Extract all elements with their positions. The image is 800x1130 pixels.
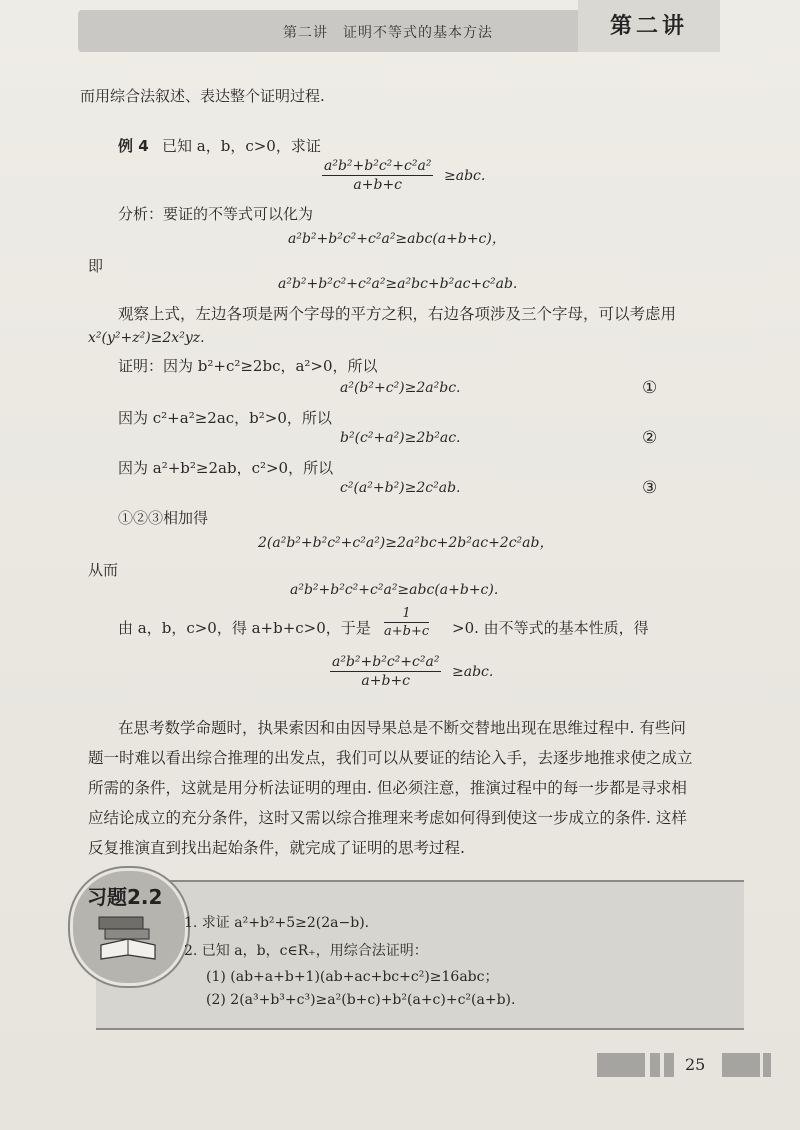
para-line-1: 在思考数学命题时，执果索因和由因导果总是不断交替地出现在思维过程中. 有些问 [118, 719, 686, 737]
marker-2: ② [642, 428, 658, 448]
final-frac2-tail: ≥abc. [452, 664, 494, 680]
example-fraction [322, 158, 433, 193]
final-frac2-num: a²b²+b²c²+c²a² [332, 654, 440, 670]
books-icon [95, 911, 161, 963]
final-post: >0. 由不等式的基本性质，得 [452, 619, 649, 637]
proof-line-2: 因为 c²+a²≥2ac，b²>0，所以 [118, 409, 332, 427]
footer-bar-right-2 [763, 1053, 771, 1077]
ji-text: 即 [88, 257, 104, 275]
exercise-2b: (2) 2(a³+b³+c³)≥a²(b+c)+b²(a+c)+c²(a+b). [206, 992, 516, 1008]
sum-label: ①②③相加得 [118, 509, 209, 527]
observe-formula: x²(y²+z²)≥2x²yz. [88, 330, 205, 346]
proof-equation-3: c²(a²+b²)≥2c²ab. [340, 480, 461, 496]
final-frac-den: a+b+c [384, 624, 430, 639]
proof-line-3: 因为 a²+b²≥2ab，c²>0，所以 [118, 459, 334, 477]
observe-text: 观察上式，左边各项是两个字母的平方之积，右边各项涉及三个字母，可以考虑用 [118, 305, 677, 323]
analysis-equation: a²b²+b²c²+c²a²≥abc(a+b+c)， [288, 231, 506, 247]
marker-1: ① [642, 378, 658, 398]
chapter-title: 第二讲 证明不等式的基本方法 [283, 25, 493, 41]
final-fraction-2 [330, 654, 441, 689]
example-text: 已知 a，b，c>0，求证 [162, 137, 321, 155]
footer-bar-right [722, 1053, 760, 1077]
exercise-2a: (1) (ab+a+b+1)(ab+ac+bc+c²)≥16abc； [206, 969, 499, 985]
exercise-badge [70, 868, 188, 986]
page-number: 25 [685, 1055, 706, 1074]
chapter-tab: 第二讲 [578, 0, 720, 52]
final-fraction [384, 606, 429, 639]
footer-bar-mid-1 [650, 1053, 660, 1077]
hence-equation: a²b²+b²c²+c²a²≥abc(a+b+c). [290, 582, 499, 598]
analysis-text: 分析：要证的不等式可以化为 [118, 205, 314, 223]
proof-equation-1: a²(b²+c²)≥2a²bc. [340, 380, 461, 396]
example-label: 例 4 [118, 137, 149, 155]
para-line-2: 题一时难以看出综合推理的出发点，我们可以从要证的结论入手，去逐步地推求使之成立 [88, 749, 693, 767]
intro-text: 而用综合法叙述、表达整个证明过程. [80, 87, 325, 105]
example-frac-tail: ≥abc. [444, 168, 486, 184]
proof-line-1: 证明：因为 b²+c²≥2bc，a²>0，所以 [118, 357, 378, 375]
para-line-3: 所需的条件，这就是用分析法证明的理由. 但必须注意，推演过程中的每一步都是寻求相 [88, 779, 687, 797]
footer-bar-left [597, 1053, 645, 1077]
hence-text: 从而 [88, 561, 119, 579]
para-line-5: 反复推演直到找出起始条件，就完成了证明的思考过程. [88, 839, 465, 857]
example-frac-den: a+b+c [353, 177, 403, 193]
example-frac-num: a²b²+b²c²+c²a² [324, 158, 432, 174]
footer-bar-mid-2 [664, 1053, 674, 1077]
exercise-2: 2. 已知 a，b，c∈R₊，用综合法证明： [184, 943, 428, 959]
marker-3: ③ [642, 478, 658, 498]
final-frac-num: 1 [384, 606, 429, 623]
final-frac2-den: a+b+c [361, 673, 411, 689]
proof-equation-2: b²(c²+a²)≥2b²ac. [340, 430, 461, 446]
exercise-badge-label: 习题2.2 [87, 885, 163, 909]
sum-equation: 2(a²b²+b²c²+c²a²)≥2a²bc+2b²ac+2c²ab， [258, 535, 554, 551]
exercise-1: 1. 求证 a²+b²+5≥2(2a−b). [184, 915, 370, 931]
final-pre: 由 a，b，c>0，得 a+b+c>0，于是 [118, 619, 371, 637]
ji-equation: a²b²+b²c²+c²a²≥a²bc+b²ac+c²ab. [278, 276, 518, 292]
para-line-4: 应结论成立的充分条件，这时又需以综合推理来考虑如何得到使这一步成立的条件. 这样 [88, 809, 687, 827]
